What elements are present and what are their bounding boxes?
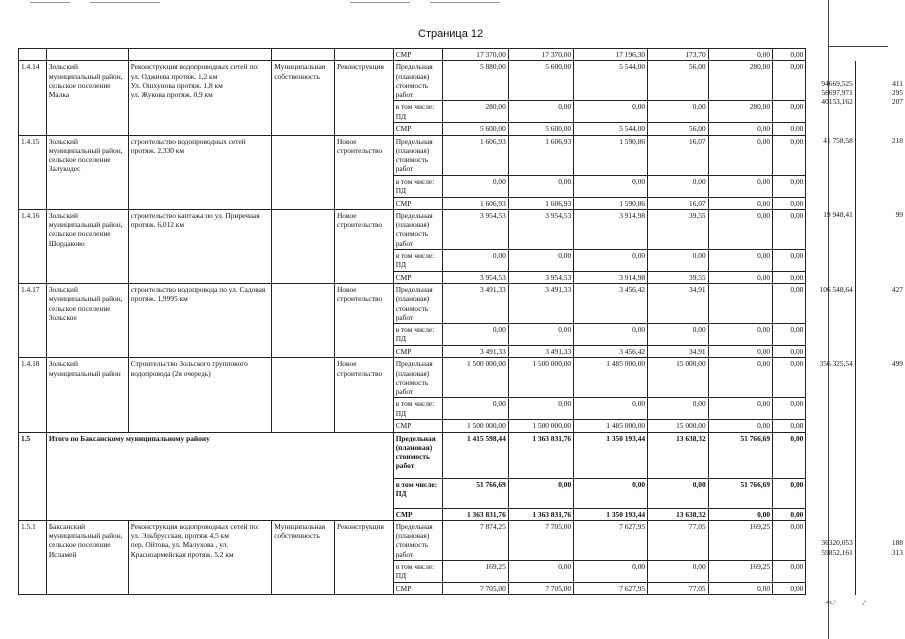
- count-cell: 411 295 207: [855, 61, 905, 135]
- value-cell: 0,00: [773, 420, 806, 432]
- work-kind-cell: Новое строительство: [334, 358, 393, 432]
- value-cell: 7 705,00: [443, 582, 508, 594]
- ownership-cell: [272, 284, 335, 358]
- value-cell: 1 485 000,00: [574, 358, 648, 398]
- object-cell: Реконструкция водопроводных сетей по: ул. Оджиева протяж. 1,2 км Ул. Ошхунова протяж. 1,8 км ул. Жукова протяж. 0,9 км: [128, 61, 272, 135]
- margin-tick: [828, 46, 888, 47]
- value-cell: 0,00: [708, 249, 772, 271]
- value-cell: 5 544,00: [574, 123, 648, 135]
- object-cell: Строительство Зольского группового водопровода (2я очередь): [128, 358, 272, 432]
- value-cell: 0,00: [773, 432, 806, 478]
- value-cell: 3 954,53: [443, 209, 508, 249]
- value-cell: 0,00: [443, 324, 508, 346]
- table-row: [19, 49, 905, 61]
- value-cell: 3 491,33: [508, 284, 573, 324]
- value-cell: 13 638,32: [648, 508, 709, 520]
- cost-reference-cell: 356 325,54: [806, 358, 855, 432]
- value-cell: 0,00: [508, 560, 573, 582]
- ownership-cell: [272, 135, 335, 209]
- row-label: Предельная (плановая) стоимость работ: [393, 358, 443, 398]
- value-cell: 1 606,93: [508, 135, 573, 175]
- value-cell: 0,00: [508, 249, 573, 271]
- value-cell: 0,00: [443, 398, 508, 420]
- value-cell: 1 485 000,00: [574, 420, 648, 432]
- side-cell: [855, 49, 905, 61]
- value-cell: 0,00: [443, 175, 508, 197]
- value-cell: 0,00: [708, 209, 772, 249]
- value-cell: 0,00: [508, 324, 573, 346]
- value-cell: 1 363 831,76: [443, 508, 508, 520]
- empty-cell: [334, 49, 393, 61]
- municipality-cell: Зольский муниципальный район: [46, 358, 128, 432]
- row-label: Предельная (плановая) стоимость работ: [393, 284, 443, 324]
- value-cell: 17 370,00: [443, 49, 508, 61]
- value-cell: 16,07: [648, 135, 709, 175]
- count-cell: 99: [855, 209, 905, 283]
- value-cell: 0,00: [508, 175, 573, 197]
- municipality-cell: Зольский муниципальный район, сельское поселение Малка: [46, 61, 128, 135]
- value-cell: 3 491,33: [443, 284, 508, 324]
- count-cell: 188 313: [855, 520, 905, 594]
- row-label: в том числе: ПД: [393, 324, 443, 346]
- value-cell: 7 627,95: [574, 582, 648, 594]
- row-number: 1.4.17: [19, 284, 47, 358]
- value-cell: 0,00: [773, 197, 806, 209]
- value-cell: 0,00: [773, 508, 806, 520]
- empty-cell: [128, 49, 272, 61]
- value-cell: 3 954,53: [443, 271, 508, 283]
- value-cell: 0,00: [773, 478, 806, 508]
- row-label: в том числе: ПД: [393, 101, 443, 123]
- value-cell: 1 363 831,76: [508, 508, 573, 520]
- side-cell: [806, 49, 855, 61]
- value-cell: 0,00: [648, 398, 709, 420]
- cost-reference-cell: 36320,053 59852,161: [806, 520, 855, 594]
- table-row: [19, 432, 905, 478]
- value-cell: 56,00: [648, 123, 709, 135]
- value-cell: 0,00: [574, 478, 648, 508]
- object-cell: строительство водопровода по ул. Садовая протяж. 1,9995 км: [128, 284, 272, 358]
- value-cell: 3 491,33: [508, 346, 573, 358]
- empty-cell: [19, 49, 47, 61]
- value-cell: 0,00: [773, 284, 806, 324]
- row-label: Предельная (плановая) стоимость работ: [393, 432, 443, 478]
- value-cell: 15 000,00: [648, 358, 709, 398]
- row-label: СМР: [393, 197, 443, 209]
- value-cell: 0,00: [708, 197, 772, 209]
- object-cell: Реконструкция водопроводных сетей по: ул. Эльбрусская, протяж 4,5 км пер. Ойтова, ул. Малухова , ул. Красноармейская протяж. 5,2 км: [128, 520, 272, 594]
- value-cell: 0,00: [773, 560, 806, 582]
- value-cell: 0,00: [708, 582, 772, 594]
- value-cell: 3 954,53: [508, 271, 573, 283]
- value-cell: 1 606,93: [443, 135, 508, 175]
- value-cell: 1 500 000,00: [508, 420, 573, 432]
- value-cell: 173,70: [648, 49, 709, 61]
- table-row: [19, 358, 905, 398]
- row-label: СМР: [393, 49, 443, 61]
- value-cell: 0,00: [708, 358, 772, 398]
- row-label: Предельная (плановая) стоимость работ: [393, 209, 443, 249]
- value-cell: 169,25: [443, 560, 508, 582]
- value-cell: 56,00: [648, 61, 709, 101]
- row-label: в том числе: ПД: [393, 398, 443, 420]
- value-cell: 0,00: [508, 101, 573, 123]
- value-cell: [708, 284, 772, 324]
- value-cell: 0,00: [443, 249, 508, 271]
- value-cell: 0,00: [648, 249, 709, 271]
- value-cell: 16,07: [648, 197, 709, 209]
- value-cell: 0,00: [773, 49, 806, 61]
- budget-table: [18, 48, 905, 595]
- value-cell: 0,00: [773, 135, 806, 175]
- table-row: [19, 209, 905, 249]
- row-label: СМР: [393, 508, 443, 520]
- work-kind-cell: Реконструкция: [334, 61, 393, 135]
- row-label: СМР: [393, 420, 443, 432]
- value-cell: 3 491,33: [443, 346, 508, 358]
- row-number: 1.5.1: [19, 520, 47, 594]
- top-scan-edge: [30, 0, 530, 8]
- ownership-cell: [272, 358, 335, 432]
- row-label: в том числе: ПД: [393, 478, 443, 508]
- row-number: 1.4.18: [19, 358, 47, 432]
- value-cell: 1 606,93: [508, 197, 573, 209]
- value-cell: 0,00: [773, 61, 806, 101]
- value-cell: 0,00: [708, 346, 772, 358]
- value-cell: 0,00: [574, 324, 648, 346]
- value-cell: 0,00: [708, 324, 772, 346]
- cost-reference-cell: 41 758,58: [806, 135, 855, 209]
- value-cell: 0,00: [648, 478, 709, 508]
- row-number: 1.4.14: [19, 61, 47, 135]
- row-label: Предельная (плановая) стоимость работ: [393, 61, 443, 101]
- value-cell: 0,00: [708, 398, 772, 420]
- value-cell: 0,00: [773, 123, 806, 135]
- value-cell: 51 766,69: [443, 478, 508, 508]
- value-cell: 0,00: [708, 123, 772, 135]
- municipality-cell: Зольский муниципальный район, сельское поселение Шордаково: [46, 209, 128, 283]
- value-cell: 0,00: [708, 420, 772, 432]
- value-cell: 0,00: [508, 478, 573, 508]
- value-cell: 1 500 000,00: [443, 358, 508, 398]
- value-cell: 0,00: [648, 324, 709, 346]
- value-cell: 0,00: [508, 398, 573, 420]
- value-cell: 1 500 000,00: [443, 420, 508, 432]
- count-cell: 427: [855, 284, 905, 358]
- value-cell: 3 456,42: [574, 346, 648, 358]
- value-cell: 7 705,00: [508, 582, 573, 594]
- table-row: [19, 135, 905, 175]
- row-number: 1.4.15: [19, 135, 47, 209]
- row-label: в том числе: ПД: [393, 560, 443, 582]
- object-cell: строительство водопроводных сетей протяж. 2,330 км: [128, 135, 272, 209]
- value-cell: 5 544,00: [574, 61, 648, 101]
- value-cell: 34,91: [648, 346, 709, 358]
- value-cell: 0,00: [773, 271, 806, 283]
- value-cell: 1 606,93: [443, 197, 508, 209]
- value-cell: 1 590,86: [574, 197, 648, 209]
- value-cell: 0,00: [574, 560, 648, 582]
- cost-reference-cell: 94669,525 56697,971 40153,162: [806, 61, 855, 135]
- value-cell: 34,91: [648, 284, 709, 324]
- row-label: СМР: [393, 582, 443, 594]
- table-row: [19, 284, 905, 324]
- value-cell: 17 370,00: [508, 49, 573, 61]
- value-cell: 77,05: [648, 520, 709, 560]
- row-label: СМР: [393, 271, 443, 283]
- value-cell: 1 363 831,76: [508, 432, 573, 478]
- value-cell: 39,55: [648, 271, 709, 283]
- row-label: в том числе: ПД: [393, 249, 443, 271]
- value-cell: 0,00: [708, 271, 772, 283]
- value-cell: 0,00: [773, 582, 806, 594]
- value-cell: 7 874,25: [443, 520, 508, 560]
- value-cell: 77,05: [648, 582, 709, 594]
- value-cell: 0,00: [773, 249, 806, 271]
- value-cell: 169,25: [708, 560, 772, 582]
- value-cell: 13 638,32: [648, 432, 709, 478]
- value-cell: 15 000,00: [648, 420, 709, 432]
- work-kind-cell: Новое строительство: [334, 284, 393, 358]
- table-row: [19, 61, 905, 101]
- value-cell: 0,00: [708, 135, 772, 175]
- ownership-cell: [272, 209, 335, 283]
- row-number: 1.5: [19, 432, 47, 520]
- value-cell: 5 600,00: [508, 123, 573, 135]
- value-cell: 0,00: [648, 101, 709, 123]
- value-cell: 1 415 598,44: [443, 432, 508, 478]
- municipality-cell: Баксанский муниципальный район, сельское поселение Исламей: [46, 520, 128, 594]
- ownership-cell: Муниципальная собственность: [272, 61, 335, 135]
- cost-reference-cell: [806, 432, 855, 520]
- value-cell: 0,00: [773, 209, 806, 249]
- value-cell: 0,00: [574, 175, 648, 197]
- row-label: СМР: [393, 123, 443, 135]
- value-cell: 5 600,00: [508, 61, 573, 101]
- value-cell: 1 590,86: [574, 135, 648, 175]
- value-cell: 3 914,98: [574, 209, 648, 249]
- value-cell: 51 766,69: [708, 478, 772, 508]
- work-kind-cell: Новое строительство: [334, 209, 393, 283]
- value-cell: 0,00: [648, 175, 709, 197]
- value-cell: 0,00: [773, 101, 806, 123]
- row-label: Предельная (плановая) стоимость работ: [393, 520, 443, 560]
- value-cell: 0,00: [773, 398, 806, 420]
- value-cell: 5 880,00: [443, 61, 508, 101]
- margin-note-1: 4х₁ʸ: [826, 600, 836, 606]
- value-cell: 5 600,00: [443, 123, 508, 135]
- margin-note-2: ₉ᵉ: [862, 600, 866, 606]
- row-number: 1.4.16: [19, 209, 47, 283]
- cost-reference-cell: 19 948,41: [806, 209, 855, 283]
- value-cell: 0,00: [773, 324, 806, 346]
- row-label: Предельная (плановая) стоимость работ: [393, 135, 443, 175]
- value-cell: 0,00: [648, 560, 709, 582]
- value-cell: 0,00: [773, 520, 806, 560]
- value-cell: 17 196,30: [574, 49, 648, 61]
- row-label: СМР: [393, 346, 443, 358]
- value-cell: 3 914,98: [574, 271, 648, 283]
- row-label: в том числе: ПД: [393, 175, 443, 197]
- value-cell: 280,00: [708, 61, 772, 101]
- value-cell: 3 456,42: [574, 284, 648, 324]
- value-cell: 0,00: [708, 49, 772, 61]
- value-cell: 0,00: [708, 175, 772, 197]
- value-cell: 51 766,69: [708, 432, 772, 478]
- ownership-cell: Муниципальная собственность: [272, 520, 335, 594]
- value-cell: 39,55: [648, 209, 709, 249]
- value-cell: 3 954,53: [508, 209, 573, 249]
- value-cell: 0,00: [574, 101, 648, 123]
- value-cell: 7 627,95: [574, 520, 648, 560]
- page-title: Страница 12: [418, 28, 484, 40]
- value-cell: 0,00: [773, 175, 806, 197]
- cost-reference-cell: 106 548,64: [806, 284, 855, 358]
- value-cell: 1 500 000,00: [508, 358, 573, 398]
- empty-cell: [272, 49, 335, 61]
- empty-cell: [46, 49, 128, 61]
- value-cell: 280,00: [443, 101, 508, 123]
- count-cell: 499: [855, 358, 905, 432]
- table-row: [19, 520, 905, 560]
- value-cell: 0,00: [574, 249, 648, 271]
- work-kind-cell: Реконструкция: [334, 520, 393, 594]
- value-cell: 1 350 193,44: [574, 432, 648, 478]
- count-cell: 218: [855, 135, 905, 209]
- value-cell: 0,00: [708, 508, 772, 520]
- value-cell: 0,00: [574, 398, 648, 420]
- count-cell: [855, 432, 905, 520]
- municipality-cell: Зольский муниципальный район, сельское поселение Залукодес: [46, 135, 128, 209]
- municipality-cell: Зольский муниципальный район, сельское поселение Зольское: [46, 284, 128, 358]
- value-cell: 0,00: [773, 358, 806, 398]
- value-cell: 7 705,00: [508, 520, 573, 560]
- value-cell: 169,25: [708, 520, 772, 560]
- total-title: Итого по Баксанскому муниципальному району: [46, 432, 393, 520]
- object-cell: строительство каптажа по ул. Приречная протяж. 6,012 км: [128, 209, 272, 283]
- value-cell: 0,00: [773, 346, 806, 358]
- work-kind-cell: Новое строительство: [334, 135, 393, 209]
- value-cell: 280,00: [708, 101, 772, 123]
- value-cell: 1 350 193,44: [574, 508, 648, 520]
